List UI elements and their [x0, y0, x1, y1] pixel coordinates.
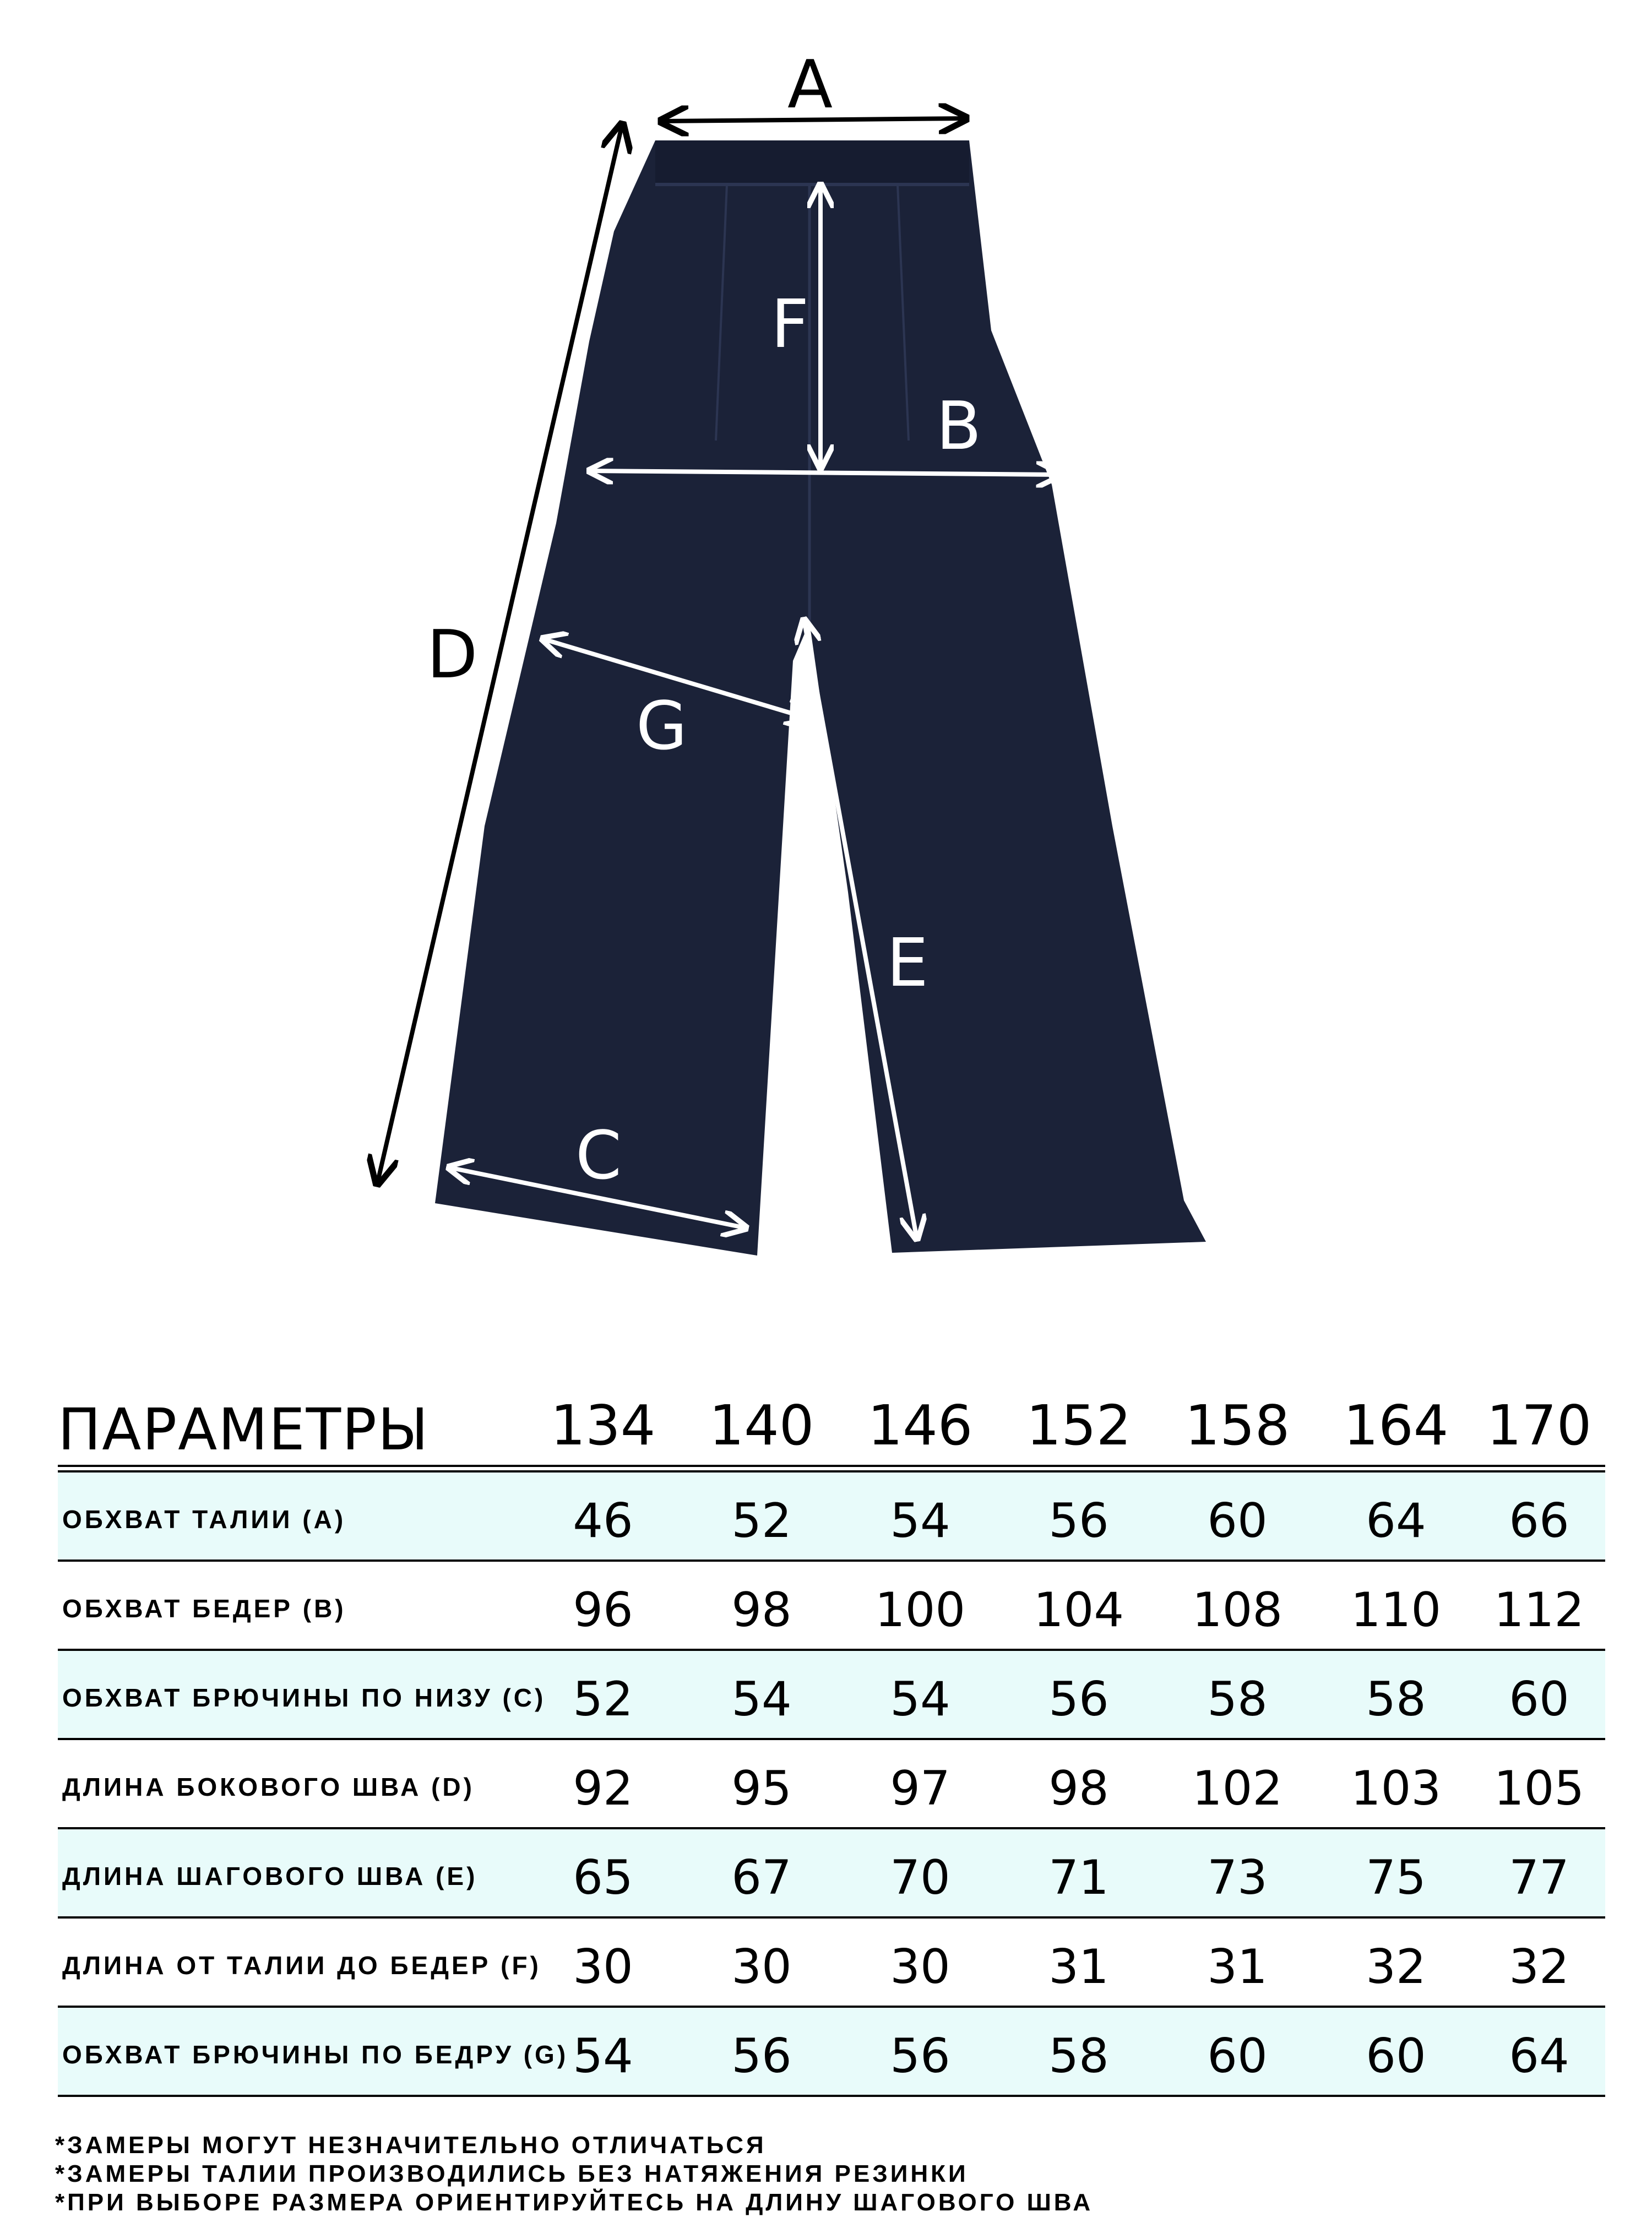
table-cell: 31 — [1207, 1939, 1268, 1995]
size-table — [58, 1382, 1605, 2097]
table-cell: 97 — [890, 1761, 950, 1816]
table-cell: 31 — [1048, 1939, 1109, 1995]
table-cell: 64 — [1509, 2029, 1569, 2084]
table-cell: 98 — [1048, 1761, 1109, 1816]
table-cell: 103 — [1350, 1761, 1442, 1816]
table-cell: 54 — [890, 1493, 950, 1548]
table-row — [58, 2008, 1605, 2097]
size-header: 158 — [1184, 1393, 1290, 1458]
table-row — [58, 1829, 1605, 1919]
footnotes — [55, 2131, 1597, 2217]
table-cell: 54 — [890, 1672, 950, 1727]
size-header: 146 — [867, 1393, 973, 1458]
table-cell: 58 — [1207, 1672, 1268, 1727]
table-cell: 100 — [874, 1583, 966, 1638]
table-cell: 73 — [1207, 1850, 1268, 1905]
table-cell: 60 — [1366, 2029, 1426, 2084]
table-cell: 58 — [1366, 1672, 1426, 1727]
footnote: *ЗАМЕРЫ МОГУТ НЕЗНАЧИТЕЛЬНО ОТЛИЧАТЬСЯ — [55, 2132, 767, 2159]
table-cell: 112 — [1493, 1583, 1585, 1638]
table-cell: 56 — [731, 2029, 792, 2084]
table-row — [58, 1472, 1605, 1562]
table-cell: 102 — [1192, 1761, 1283, 1816]
row-label: ОБХВАТ БРЮЧИНЫ ПО БЕДРУ (G) — [62, 2040, 569, 2069]
header-divider — [58, 1465, 1605, 1472]
table-cell: 60 — [1207, 2029, 1268, 2084]
table-cell: 64 — [1366, 1493, 1426, 1548]
size-header: 170 — [1486, 1393, 1592, 1458]
table-cell: 75 — [1366, 1850, 1426, 1905]
table-cell: 56 — [890, 2029, 950, 2084]
table-cell: 52 — [573, 1672, 633, 1727]
table-cell: 54 — [573, 2029, 633, 2084]
table-cell: 60 — [1207, 1493, 1268, 1548]
table-cell: 105 — [1493, 1761, 1585, 1816]
table-cell: 77 — [1509, 1850, 1569, 1905]
size-header: 164 — [1343, 1393, 1449, 1458]
table-cell: 60 — [1509, 1672, 1569, 1727]
footnote: *ЗАМЕРЫ ТАЛИИ ПРОИЗВОДИЛИСЬ БЕЗ НАТЯЖЕНИЯ РЕЗИНКИ — [55, 2160, 969, 2187]
size-header: 140 — [709, 1393, 814, 1458]
table-cell: 70 — [890, 1850, 950, 1905]
table-cell: 56 — [1048, 1493, 1109, 1548]
waistband — [655, 140, 969, 184]
label-c: C — [575, 1118, 622, 1194]
table-cell: 30 — [890, 1939, 950, 1995]
table-cell: 71 — [1048, 1850, 1109, 1905]
table-cell: 30 — [573, 1939, 633, 1995]
label-e: E — [887, 925, 928, 1002]
table-cell: 92 — [573, 1761, 633, 1816]
table-cell: 32 — [1366, 1939, 1426, 1995]
table-cell: 104 — [1033, 1583, 1124, 1638]
table-cell: 46 — [573, 1493, 633, 1548]
row-label: ДЛИНА БОКОВОГО ШВА (D) — [62, 1773, 475, 1801]
footnote: *ПРИ ВЫБОРЕ РАЗМЕРА ОРИЕНТИРУЙТЕСЬ НА ДЛИНУ ШАГОВОГО ШВА — [55, 2189, 1094, 2216]
label-b: B — [936, 388, 982, 465]
row-label: ДЛИНА ШАГОВОГО ШВА (E) — [62, 1862, 478, 1890]
label-a: A — [787, 47, 833, 123]
table-cell: 98 — [731, 1583, 792, 1638]
size-header: 134 — [550, 1393, 656, 1458]
table-cell: 52 — [731, 1493, 792, 1548]
table-cell: 96 — [573, 1583, 633, 1638]
size-header: 152 — [1026, 1393, 1132, 1458]
table-row — [58, 1651, 1605, 1740]
table-cell: 108 — [1192, 1583, 1283, 1638]
table-title: ПАРАМЕТРЫ — [58, 1396, 430, 1463]
table-cell: 65 — [573, 1850, 633, 1905]
table-cell: 30 — [731, 1939, 792, 1995]
table-cell: 110 — [1350, 1583, 1442, 1638]
row-label: ОБХВАТ БЕДЕР (B) — [62, 1594, 346, 1623]
table-cell: 58 — [1048, 2029, 1109, 2084]
table-row — [58, 1919, 1605, 2008]
table-header-row — [58, 1382, 1605, 1465]
table-cell: 67 — [731, 1850, 792, 1905]
table-cell: 54 — [731, 1672, 792, 1727]
table-cell: 66 — [1509, 1493, 1569, 1548]
label-d: D — [427, 617, 478, 693]
table-cell: 95 — [731, 1761, 792, 1816]
row-label: ОБХВАТ БРЮЧИНЫ ПО НИЗУ (C) — [62, 1683, 546, 1712]
table-row — [58, 1740, 1605, 1829]
label-f: F — [771, 286, 809, 363]
label-g: G — [636, 688, 687, 765]
row-label: ДЛИНА ОТ ТАЛИИ ДО БЕДЕР (F) — [62, 1951, 541, 1980]
table-cell: 56 — [1048, 1672, 1109, 1727]
table-row — [58, 1562, 1605, 1651]
row-label: ОБХВАТ ТАЛИИ (A) — [62, 1505, 346, 1534]
table-cell: 32 — [1509, 1939, 1569, 1995]
